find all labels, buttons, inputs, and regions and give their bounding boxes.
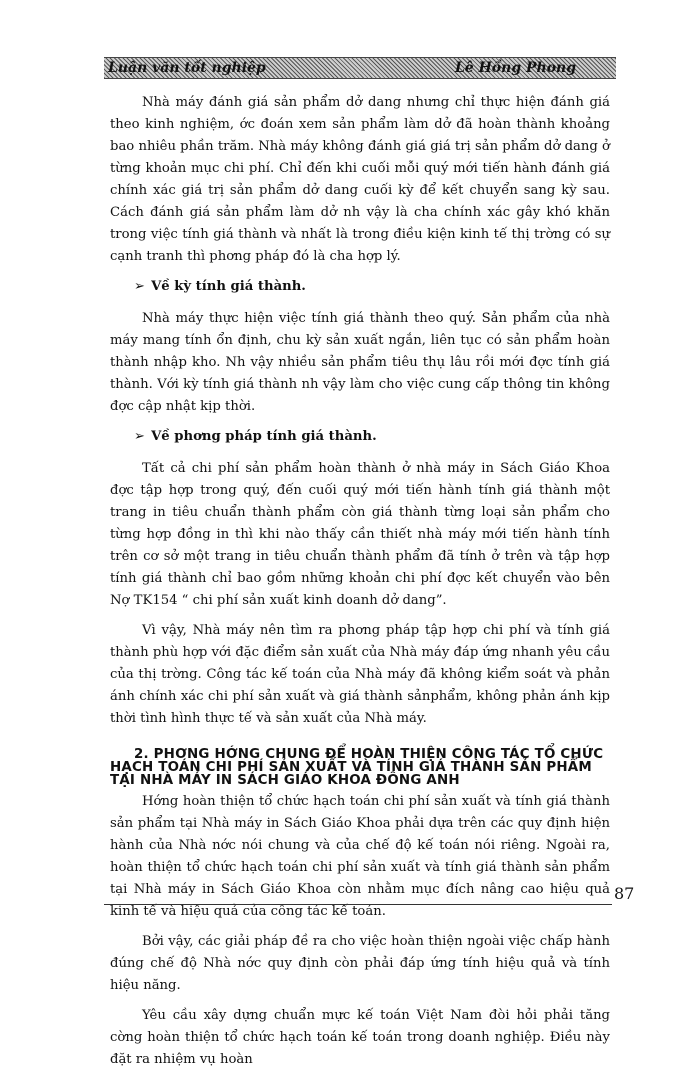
arrow-bullet-icon: ➢ bbox=[134, 279, 146, 294]
paragraph: Nhà máy đánh giá sản phẩm dở dang nhưng chỉ thực hiện đánh giá theo kinh nghiệm, ớc đoán xem sản phẩm làm dở đã hoàn thành khoảng bao nhiêu phần trăm. Nhà máy không đánh giá giá trị sản phẩm dở dang ở từng khoản mục chi phí. Chỉ đến khi cuối mỗi quý mới tiến hành đánh giá chính xác giá trị sản phẩm dở dang cuối kỳ để kết chuyển sang kỳ sau. Cách đánh giá sản phẩm làm dở nh vậy là cha chính xác gây khó khăn trong việc tính giá thành và nhất là trong điều kiện kinh tế thị trờng có sự cạnh tranh thì phơng pháp đó là cha hợp lý. bbox=[110, 95, 610, 264]
page-number: 87 bbox=[614, 884, 635, 903]
page-body bbox=[110, 92, 610, 1079]
subheading-phuong-phap bbox=[134, 426, 610, 448]
subheading-ky-tinh-gia-thanh bbox=[134, 276, 610, 298]
paragraph: Yêu cầu xây dựng chuẩn mực kế toán Việt Nam đòi hỏi phải tăng cờng hoàn thiện tổ chức hạch toán kế toán trong doanh nghiệp. Điều này đặt ra nhiệm vụ hoàn bbox=[110, 1008, 610, 1067]
footer-divider bbox=[104, 904, 612, 905]
paragraph: Vì vậy, Nhà máy nên tìm ra phơng pháp tập hợp chi phí và tính giá thành phù hợp với đặc điểm sản xuất của Nhà máy đáp ứng nhanh yêu cầu của thị trờng. Công tác kế toán của Nhà máy đã không kiểm soát và phản ánh chính xác chi phí sản xuất và giá thành sảnphẩm, không phản ánh kịp thời tình hình thực tế và sản xuất của Nhà máy. bbox=[110, 623, 611, 726]
paragraph: Bởi vậy, các giải pháp đề ra cho việc hoàn thiện ngoài việc chấp hành đúng chế độ Nhà nớc quy định còn phải đáp ứng tính hiệu quả và tính hiệu năng. bbox=[110, 934, 610, 993]
header-left-title: Luận văn tốt nghiệp bbox=[108, 60, 266, 76]
paragraph: Nhà máy thực hiện việc tính giá thành theo quý. Sản phẩm của nhà máy mang tính ổn định, chu kỳ sản xuất ngắn, liên tục có sản phẩm hoàn thành nhập kho. Nh vậy nhiều sản phẩm tiêu thụ lâu rồi mới đợc tính giá thành. Với kỳ tính giá thành nh vậy làm cho việc cung cấp thông tin không đợc cập nhật kịp thời. bbox=[110, 311, 610, 414]
subheading-text: Về phơng pháp tính giá thành. bbox=[151, 429, 377, 444]
arrow-bullet-icon: ➢ bbox=[134, 429, 146, 444]
paragraph: Tất cả chi phí sản phẩm hoàn thành ở nhà máy in Sách Giáo Khoa đợc tập hợp trong quý, đến cuối quý mới tiến hành tính giá thành một trang in tiêu chuẩn thành phẩm còn giá thành từng loại sản phẩm cho từng hợp đồng in thì khi nào thấy cần thiết nhà máy mới tiến hành tính trên cơ sở một trang in tiêu chuẩn thành phẩm đã tính ở trên và tập hợp tính giá thành chỉ bao gồm những khoản chi phí đợc kết chuyển vào bên Nợ TK154 “ chi phí sản xuất kinh doanh dở dang”. bbox=[110, 461, 610, 608]
page-header bbox=[104, 57, 616, 79]
subheading-text: Về kỳ tính giá thành. bbox=[151, 279, 306, 294]
paragraph: Hớng hoàn thiện tổ chức hạch toán chi phí sản xuất và tính giá thành sản phẩm tại Nhà máy in Sách Giáo Khoa phải dựa trên các quy định hiện hành của Nhà nớc nói chung và của chế độ kế toán nói riêng. Ngoài ra, hoàn thiện tổ chức hạch toán chi phí sản xuất và tính giá thành sản phẩm tại Nhà máy in Sách Giáo Khoa còn nhằm mục đích nâng cao hiệu quả kinh tế và hiệu quả của công tác kế toán. bbox=[110, 794, 610, 919]
section-heading: 2. PHƠNG HỚNG CHUNG ĐỂ HOÀN THIỆN CÔNG TÁC TỔ CHỨC HẠCH TOÁN CHI PHÍ SẢN XUẤT VÀ TÍNH GIÁ THÀNH SẢN PHẨM TẠI NHÀ MÁY IN SÁCH GIÁO KHOA ĐÔNG ANH bbox=[110, 747, 604, 788]
header-author: Lê Hồng Phong bbox=[454, 60, 576, 76]
